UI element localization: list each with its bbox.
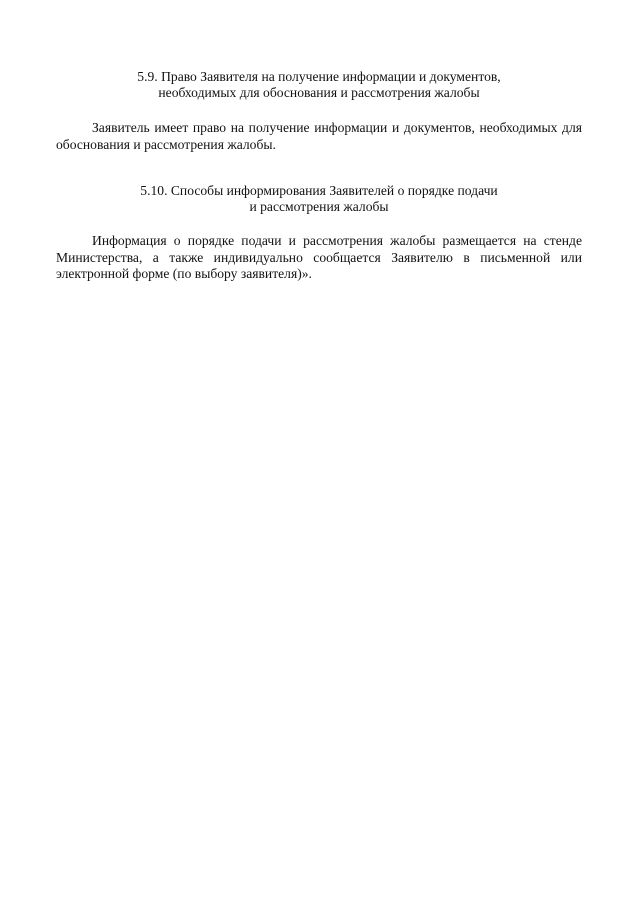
section-5-9-paragraph: Заявитель имеет право на получение информации и документов, необходимых для обоснования и рассмотрения жалобы. (56, 120, 582, 152)
section-5-10-heading (56, 183, 582, 215)
section-5-9-heading (56, 69, 582, 101)
section-5-10-paragraph: Информация о порядке подачи и рассмотрения жалобы размещается на стенде Министерства, а также индивидуально сообщается Заявителю в письменной или электронной форме (по выбору заявителя)». (56, 233, 582, 281)
section-5-10-heading-line2: и рассмотрения жалобы (249, 199, 389, 214)
section-5-9-heading-line1: 5.9. Право Заявителя на получение информации и документов, (137, 69, 501, 84)
section-5-10-heading-line1: 5.10. Способы информирования Заявителей о порядке подачи (140, 183, 498, 198)
section-5-9-heading-line2: необходимых для обоснования и рассмотрения жалобы (158, 85, 480, 100)
